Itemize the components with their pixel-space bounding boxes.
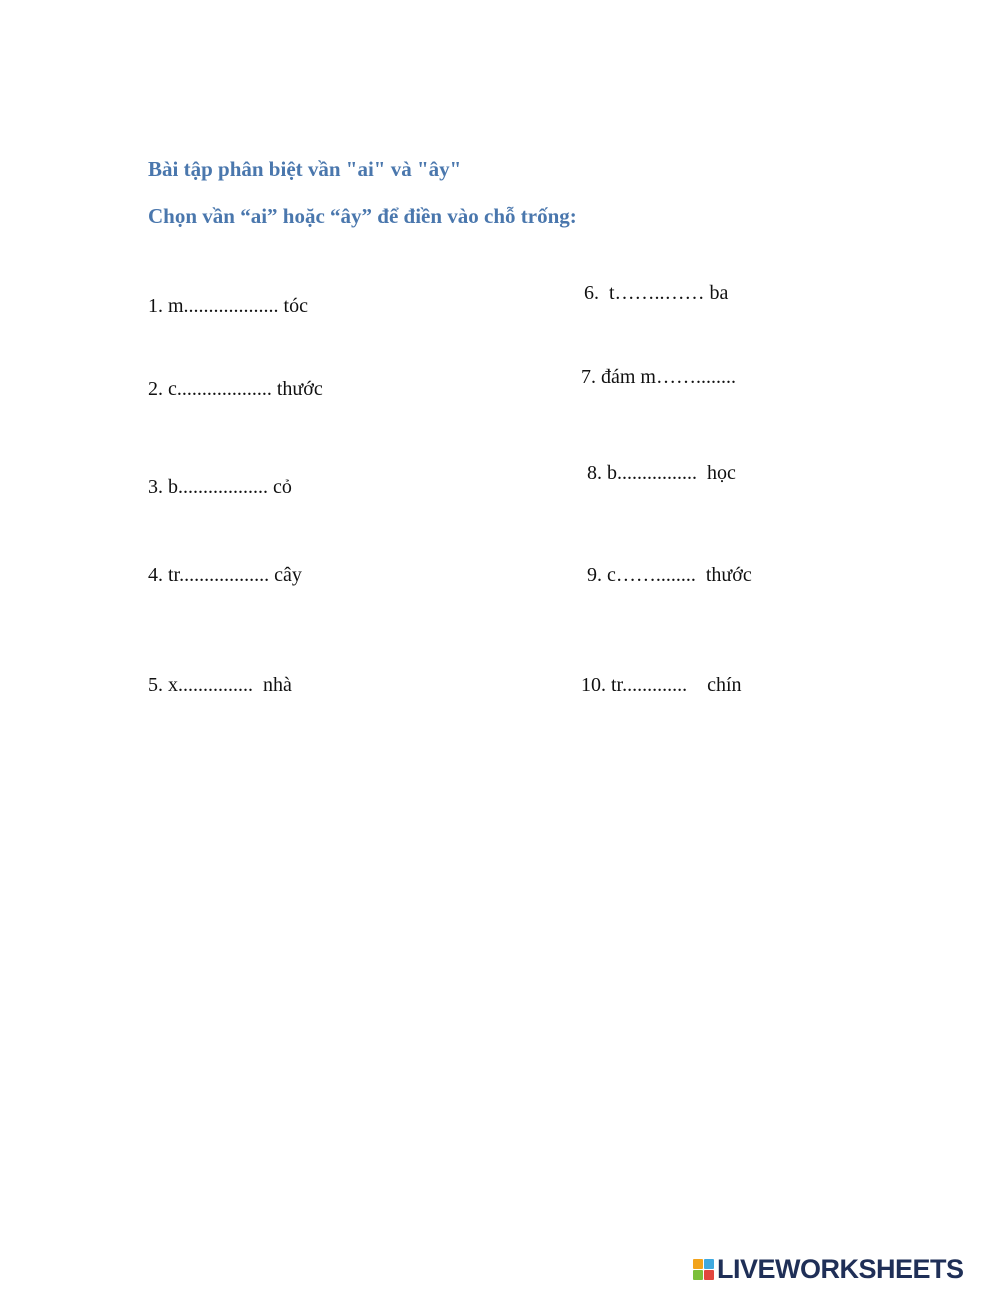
logo-square-red: [704, 1270, 714, 1280]
logo-square-orange: [693, 1259, 703, 1269]
logo-square-blue: [704, 1259, 714, 1269]
logo-text: LIVEWORKSHEETS: [717, 1253, 964, 1284]
exercise-item-2: 2. c................... thước: [148, 378, 323, 400]
worksheet-instruction: Chọn vần “ai” hoặc “ây” để điền vào chỗ trống:: [148, 204, 577, 228]
liveworksheets-logo: [693, 1254, 964, 1284]
worksheet-title: Bài tập phân biệt vần "ai" và "ây": [148, 157, 462, 181]
exercise-item-3: 3. b.................. cỏ: [148, 476, 292, 498]
logo-square-green: [693, 1270, 703, 1280]
exercise-item-7: 7. đám m……........: [581, 366, 736, 388]
exercise-item-8: 8. b................ học: [587, 462, 736, 484]
exercise-item-9: 9. c……........ thước: [587, 564, 752, 586]
exercise-item-6: 6. t……..…… ba: [584, 282, 729, 304]
exercise-item-5: 5. x............... nhà: [148, 674, 292, 696]
logo-mark-icon: [693, 1259, 714, 1280]
exercise-item-10: 10. tr............. chín: [581, 674, 742, 696]
exercise-item-1: 1. m................... tóc: [148, 295, 308, 317]
exercise-item-4: 4. tr.................. cây: [148, 564, 302, 586]
